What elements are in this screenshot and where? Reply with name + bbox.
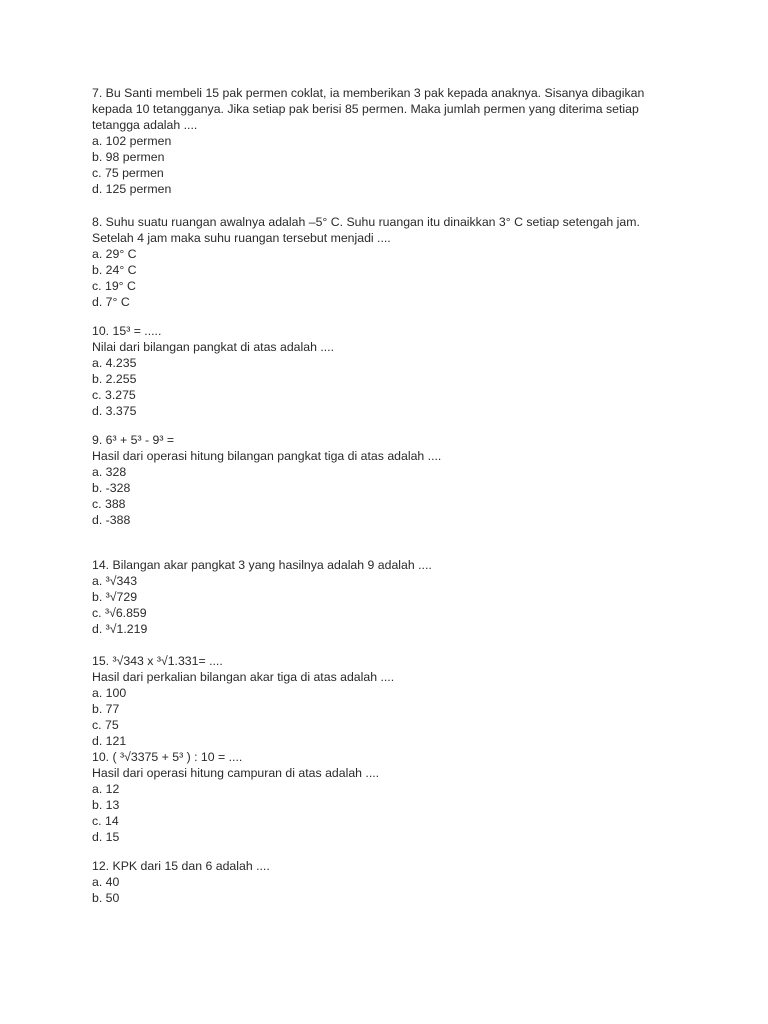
answer-option: c. 19° C <box>92 279 136 293</box>
question-text-line: Hasil dari operasi hitung campuran di atas adalah .... <box>92 766 380 780</box>
question-text-line: kepada 10 tetangganya. Jika setiap pak berisi 85 permen. Maka jumlah permen yang diterima setiap <box>92 102 639 116</box>
answer-option: d. ³√1.219 <box>92 622 148 636</box>
answer-option: a. 4.235 <box>92 356 137 370</box>
answer-option: c. ³√6.859 <box>92 606 147 620</box>
question-text-line: Nilai dari bilangan pangkat di atas adalah .... <box>92 340 334 354</box>
answer-option: a. 102 permen <box>92 134 172 148</box>
answer-option: d. -388 <box>92 513 131 527</box>
answer-option: b. 77 <box>92 702 120 716</box>
question-text-line: 12. KPK dari 15 dan 6 adalah .... <box>92 859 270 873</box>
question-8 <box>92 214 692 310</box>
question-text-line: 9. 6³ + 5³ - 9³ = <box>92 433 175 447</box>
answer-option: a. 328 <box>92 465 127 479</box>
answer-option: a. ³√343 <box>92 574 138 588</box>
answer-option: c. 14 <box>92 814 119 828</box>
answer-option: d. 7° C <box>92 295 130 309</box>
answer-option: b. 13 <box>92 798 120 812</box>
question-text-line: 7. Bu Santi membeli 15 pak permen coklat, ia memberikan 3 pak kepada anaknya. Sisanya dibagikan <box>92 86 645 100</box>
answer-option: b. 2.255 <box>92 372 137 386</box>
answer-option: d. 15 <box>92 830 120 844</box>
answer-option: a. 40 <box>92 875 120 889</box>
question-14 <box>92 557 692 637</box>
answer-option: d. 121 <box>92 734 127 748</box>
question-10-power <box>92 323 692 419</box>
question-text-line: 10. 15³ = ..... <box>92 324 162 338</box>
answer-option: c. 75 <box>92 718 119 732</box>
question-text-line: Hasil dari operasi hitung bilangan pangkat tiga di atas adalah .... <box>92 449 442 463</box>
question-9 <box>92 432 692 528</box>
answer-option: d. 3.375 <box>92 404 137 418</box>
answer-option: d. 125 permen <box>92 182 172 196</box>
answer-option: a. 29° C <box>92 247 137 261</box>
answer-option: c. 75 permen <box>92 166 164 180</box>
answer-option: a. 100 <box>92 686 127 700</box>
answer-option: a. 12 <box>92 782 120 796</box>
question-12 <box>92 858 692 906</box>
question-text-line: 10. ( ³√3375 + 5³ ) : 10 = .... <box>92 750 243 764</box>
answer-option: b. 24° C <box>92 263 137 277</box>
answer-option: b. ³√729 <box>92 590 138 604</box>
question-text-line: Hasil dari perkalian bilangan akar tiga di atas adalah .... <box>92 670 395 684</box>
question-text-line: Setelah 4 jam maka suhu ruangan tersebut menjadi .... <box>92 231 391 245</box>
answer-option: b. 50 <box>92 891 120 905</box>
answer-option: c. 3.275 <box>92 388 136 402</box>
answer-option: b. -328 <box>92 481 131 495</box>
question-text-line: tetangga adalah .... <box>92 118 198 132</box>
question-text-line: 15. ³√343 x ³√1.331= .... <box>92 654 223 668</box>
answer-option: b. 98 permen <box>92 150 165 164</box>
question-text-line: 8. Suhu suatu ruangan awalnya adalah –5° C. Suhu ruangan itu dinaikkan 3° C setiap setengah jam. <box>92 215 640 229</box>
answer-option: c. 388 <box>92 497 126 511</box>
question-7 <box>92 85 692 197</box>
question-text-line: 14. Bilangan akar pangkat 3 yang hasilnya adalah 9 adalah .... <box>92 558 432 572</box>
question-10-mixed <box>92 749 692 845</box>
question-15 <box>92 653 692 749</box>
